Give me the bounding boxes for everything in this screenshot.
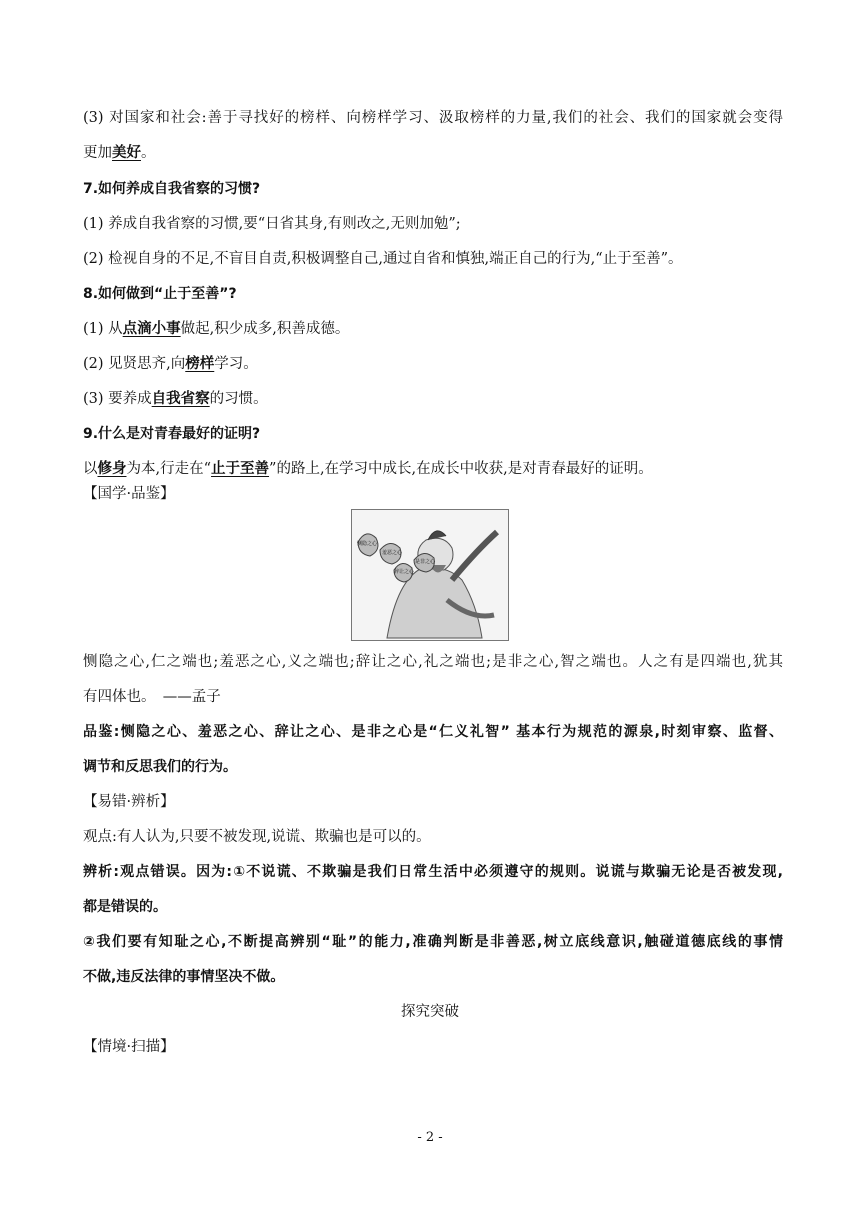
question-heading: 7.如何养成自我省察的习惯?: [83, 181, 261, 197]
answer-line: (2) 见贤思齐,向榜样学习。: [83, 355, 258, 372]
section-label: 【国学·品鉴】: [83, 486, 175, 502]
answer-line: (2) 检视自身的不足,不盲目自责,积极调整自己,通过自省和慎独,端正自己的行为,“止于至善”。: [83, 251, 683, 267]
section-title: 探究突破: [401, 1004, 459, 1020]
bubble-text: 是非之心: [414, 559, 436, 565]
section-label: 【易错·辨析】: [83, 794, 175, 810]
key-term: 修身: [97, 460, 127, 477]
commentary-line: 调节和反思我们的行为。: [83, 759, 237, 775]
analysis-line: ②我们要有知耻之心,不断提高辨别“耻”的能力,准确判断是非善恶,树立底线意识,触碰道德底线的事情: [83, 934, 783, 950]
analysis-line: 都是错误的。: [83, 899, 167, 915]
key-term: 点滴小事: [122, 320, 181, 337]
bubble-text: 恻隐之心: [356, 541, 378, 547]
bubble-text: 羞恶之心: [381, 550, 403, 556]
key-term: 止于至善: [211, 460, 270, 477]
quote-line: 恻隐之心,仁之端也;羞恶之心,义之端也;辞让之心,礼之端也;是非之心,智之端也。人之有是四端也,犹其: [83, 654, 783, 670]
bubble-text: 辞让之心: [393, 569, 415, 575]
paragraph-line: (3) 对国家和社会:善于寻找好的榜样、向榜样学习、汲取榜样的力量,我们的社会、我们的国家就会变得: [83, 110, 783, 126]
paragraph-line: 更加美好。: [83, 144, 156, 161]
answer-line: 以修身为本,行走在“止于至善”的路上,在学习中成长,在成长中收获,是对青春最好的证明。: [83, 460, 653, 477]
key-term: 美好: [112, 144, 141, 161]
key-term: 榜样: [185, 355, 215, 372]
section-label: 【情境·扫描】: [83, 1039, 175, 1055]
answer-line: (3) 要养成自我省察的习惯。: [83, 390, 268, 407]
mencius-illustration: [351, 509, 509, 641]
analysis-line: 辨析:观点错误。因为:①不说谎、不欺骗是我们日常生活中必须遵守的规则。说谎与欺骗无论是否被发现,: [83, 864, 783, 880]
question-heading: 8.如何做到“止于至善”?: [83, 286, 237, 302]
answer-line: (1) 从点滴小事做起,积少成多,积善成德。: [83, 320, 350, 337]
quote-line: 有四体也。 ——孟子: [83, 689, 221, 705]
commentary-line: 品鉴:恻隐之心、羞恶之心、辞让之心、是非之心是“仁义礼智” 基本行为规范的源泉,时刻审察、监督、: [83, 724, 783, 740]
question-heading: 9.什么是对青春最好的证明?: [83, 426, 261, 442]
viewpoint-line: 观点:有人认为,只要不被发现,说谎、欺骗也是可以的。: [83, 829, 431, 845]
answer-line: (1) 养成自我省察的习惯,要“日省其身,有则改之,无则加勉”;: [83, 216, 461, 232]
analysis-line: 不做,违反法律的事情坚决不做。: [83, 969, 285, 985]
key-term: 自我省察: [151, 390, 210, 407]
mencius-figure-icon: [352, 510, 508, 640]
page-number: - 2 -: [417, 1130, 443, 1145]
